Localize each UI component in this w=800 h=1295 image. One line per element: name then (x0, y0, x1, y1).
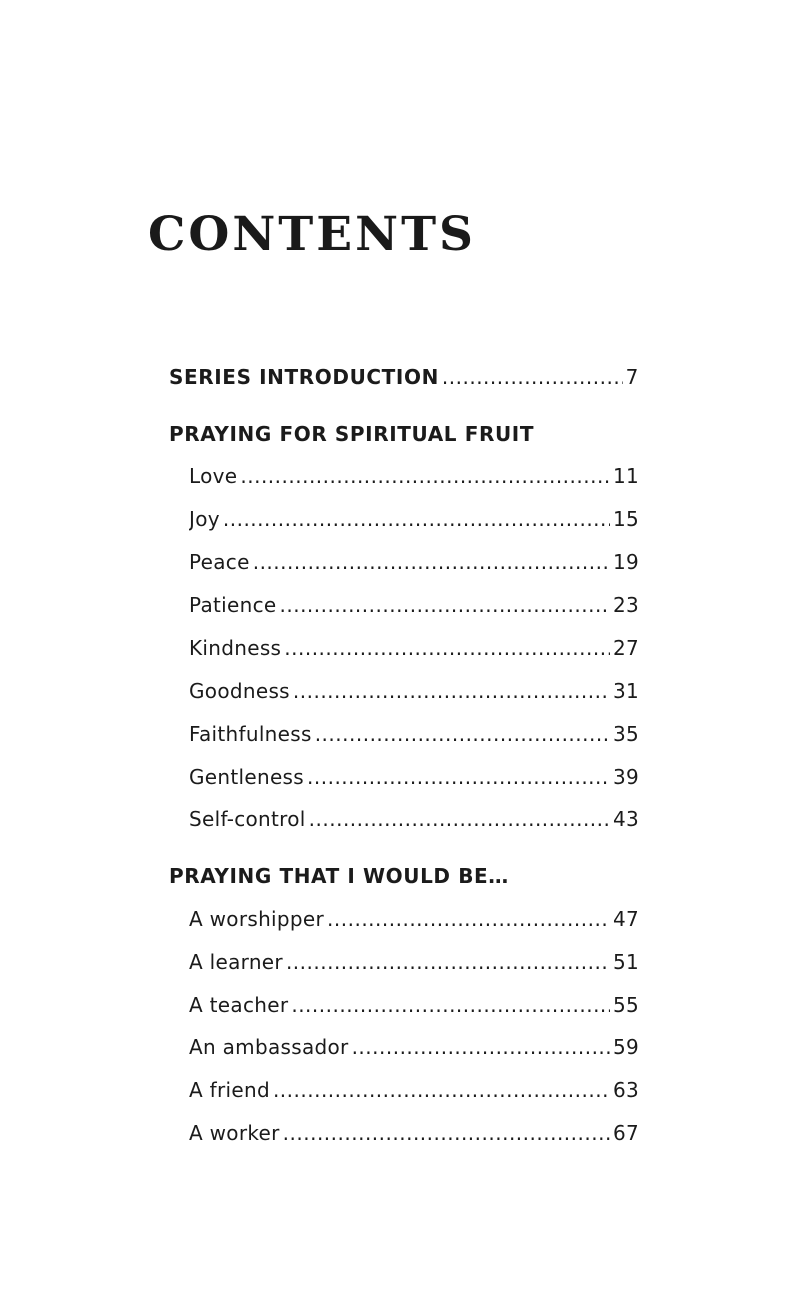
toc-entry-a-worshipper[interactable] (189, 903, 639, 935)
toc-entry-label: Patience (189, 593, 277, 617)
dot-leader (286, 946, 610, 978)
toc-entry-patience[interactable] (189, 589, 639, 621)
toc-entry-label: Peace (189, 550, 250, 574)
toc-entry-series-introduction[interactable] (169, 361, 639, 393)
toc-entry-a-friend[interactable] (189, 1074, 639, 1106)
toc-entry-label: Kindness (189, 636, 282, 660)
toc-entry-goodness[interactable] (189, 675, 639, 707)
toc-page-number: 63 (612, 1078, 639, 1102)
dot-leader (307, 761, 610, 793)
toc-entry-label: A learner (189, 950, 283, 974)
toc-entry-label: A worker (189, 1121, 280, 1145)
toc-page-number: 59 (612, 1035, 639, 1059)
toc-entry-gentleness[interactable] (189, 761, 639, 793)
toc-page-number: 35 (612, 722, 639, 746)
page-title: CONTENTS (148, 207, 476, 262)
toc-entry-label: Faithfulness (189, 722, 312, 746)
toc-page-number: 43 (612, 807, 639, 831)
toc-page-number: 39 (612, 765, 639, 789)
dot-leader (352, 1031, 610, 1063)
toc-entry-label: A friend (189, 1078, 270, 1102)
toc-entry-label: SERIES INTRODUCTION (169, 365, 439, 389)
toc-entry-label: An ambassador (189, 1035, 349, 1059)
dot-leader (283, 1117, 610, 1149)
toc-entry-label: Joy (189, 507, 220, 531)
toc-page-number: 19 (612, 550, 639, 574)
dot-leader (223, 503, 610, 535)
dot-leader (240, 460, 610, 492)
dot-leader (291, 989, 610, 1021)
toc-entry-kindness[interactable] (189, 632, 639, 664)
dot-leader (293, 675, 610, 707)
toc-entry-label: Self-control (189, 807, 306, 831)
toc-entry-joy[interactable] (189, 503, 639, 535)
dot-leader (327, 903, 610, 935)
toc-entry-peace[interactable] (189, 546, 639, 578)
dot-leader (442, 361, 623, 393)
toc-page-number: 15 (612, 507, 639, 531)
toc-entry-a-learner[interactable] (189, 946, 639, 978)
toc-entry-self-control[interactable] (189, 803, 639, 835)
dot-leader (284, 632, 610, 664)
toc-page-number: 27 (612, 636, 639, 660)
toc-entry-an-ambassador[interactable] (189, 1031, 639, 1063)
toc-page-number: 23 (612, 593, 639, 617)
toc-page-number: 31 (612, 679, 639, 703)
section-heading-spiritual-fruit: PRAYING FOR SPIRITUAL FRUIT (169, 422, 535, 446)
dot-leader (273, 1074, 610, 1106)
toc-entry-love[interactable] (189, 460, 639, 492)
toc-page-number: 67 (612, 1121, 639, 1145)
dot-leader (315, 718, 610, 750)
toc-page-number: 51 (612, 950, 639, 974)
toc-page-number: 11 (612, 464, 639, 488)
toc-entry-label: Love (189, 464, 238, 488)
toc-entry-label: Gentleness (189, 765, 305, 789)
toc-entry-label: A worshipper (189, 907, 325, 931)
dot-leader (309, 803, 610, 835)
dot-leader (280, 589, 610, 621)
toc-entry-label: A teacher (189, 993, 289, 1017)
toc-entry-a-teacher[interactable] (189, 989, 639, 1021)
toc-entry-a-worker[interactable] (189, 1117, 639, 1149)
dot-leader (253, 546, 610, 578)
toc-page-number: 7 (625, 365, 639, 389)
toc-page-number: 55 (612, 993, 639, 1017)
toc-entry-faithfulness[interactable] (189, 718, 639, 750)
toc-page-number: 47 (612, 907, 639, 931)
toc-entry-label: Goodness (189, 679, 290, 703)
section-heading-i-would-be: PRAYING THAT I WOULD BE… (169, 864, 509, 888)
